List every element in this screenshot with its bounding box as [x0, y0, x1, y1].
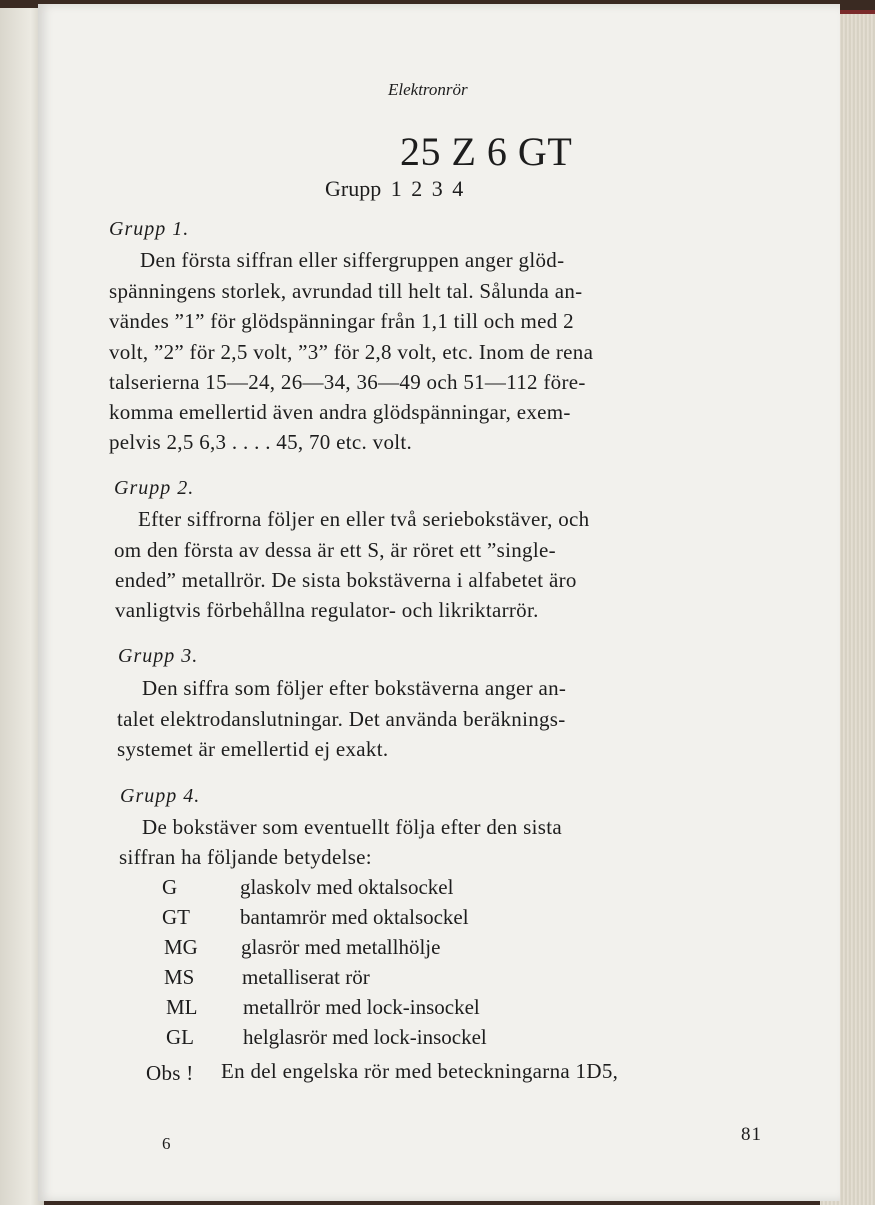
suffix-code: GT	[162, 905, 190, 929]
note-label: Obs !	[146, 1061, 194, 1085]
suffix-code: GL	[166, 1025, 194, 1049]
group-3-heading: Grupp 3.	[118, 645, 199, 667]
suffix-code: MG	[164, 935, 198, 959]
suffix-code: G	[162, 875, 178, 899]
page-number: 81	[741, 1124, 762, 1145]
suffix-meaning: helglasrör med lock-insockel	[243, 1025, 487, 1049]
groups-line: Grupp 1 2 3 4	[325, 176, 464, 201]
group-1-line: vändes ”1” för glödspänningar från 1,1 till och med 2	[109, 309, 574, 333]
signature-mark: 6	[162, 1134, 171, 1153]
group-3-line: talet elektrodanslutningar. Det använda beräknings-	[117, 707, 566, 731]
group-2-line: Efter siffrorna följer en eller två seriebokstäver, och	[138, 507, 590, 531]
suffix-meaning: glasrör med metallhölje	[241, 935, 441, 959]
group-1-line: komma emellertid även andra glödspänningar, exem-	[109, 400, 571, 424]
suffix-meaning: metalliserat rör	[242, 965, 370, 989]
group-1-line: talserierna 15—24, 26—34, 36—49 och 51—112 före-	[109, 370, 586, 394]
note-text: En del engelska rör med beteckningarna 1D5,	[221, 1059, 619, 1083]
group-4-heading: Grupp 4.	[120, 785, 201, 807]
group-4-line: De bokstäver som eventuellt följa efter den sista	[142, 815, 562, 839]
suffix-meaning: glaskolv med oktalsockel	[240, 875, 454, 899]
group-3-line: Den siffra som följer efter bokstäverna anger an-	[142, 676, 567, 700]
book-page	[38, 4, 840, 1201]
group-3-line: systemet är emellertid ej exakt.	[117, 737, 389, 761]
group-1-line: Den första siffran eller siffergruppen anger glöd-	[140, 248, 565, 272]
suffix-meaning: metallrör med lock-insockel	[243, 995, 480, 1019]
group-4-line: siffran ha följande betydelse:	[119, 845, 372, 869]
group-2-heading: Grupp 2.	[114, 477, 195, 499]
group-1-heading: Grupp 1.	[109, 218, 190, 240]
suffix-code: MS	[164, 965, 195, 989]
group-1-line: pelvis 2,5 6,3 . . . . 45, 70 etc. volt.	[109, 430, 413, 454]
running-head: Elektronrör	[388, 80, 468, 99]
group-2-line: vanligtvis förbehållna regulator- och likriktarrör.	[115, 598, 539, 622]
group-1-line: spänningens storlek, avrundad till helt tal. Sålunda an-	[109, 279, 583, 303]
group-2-line: ended” metallrör. De sista bokstäverna i alfabetet äro	[115, 568, 577, 592]
group-2-line: om den första av dessa är ett S, är röret ett ”single-	[114, 538, 556, 562]
group-1-line: volt, ”2” för 2,5 volt, ”3” för 2,8 volt, etc. Inom de rena	[109, 340, 594, 364]
suffix-meaning: bantamrör med oktalsockel	[240, 905, 469, 929]
tube-title: 25 Z 6 GT	[400, 129, 573, 174]
suffix-code: ML	[166, 995, 198, 1019]
